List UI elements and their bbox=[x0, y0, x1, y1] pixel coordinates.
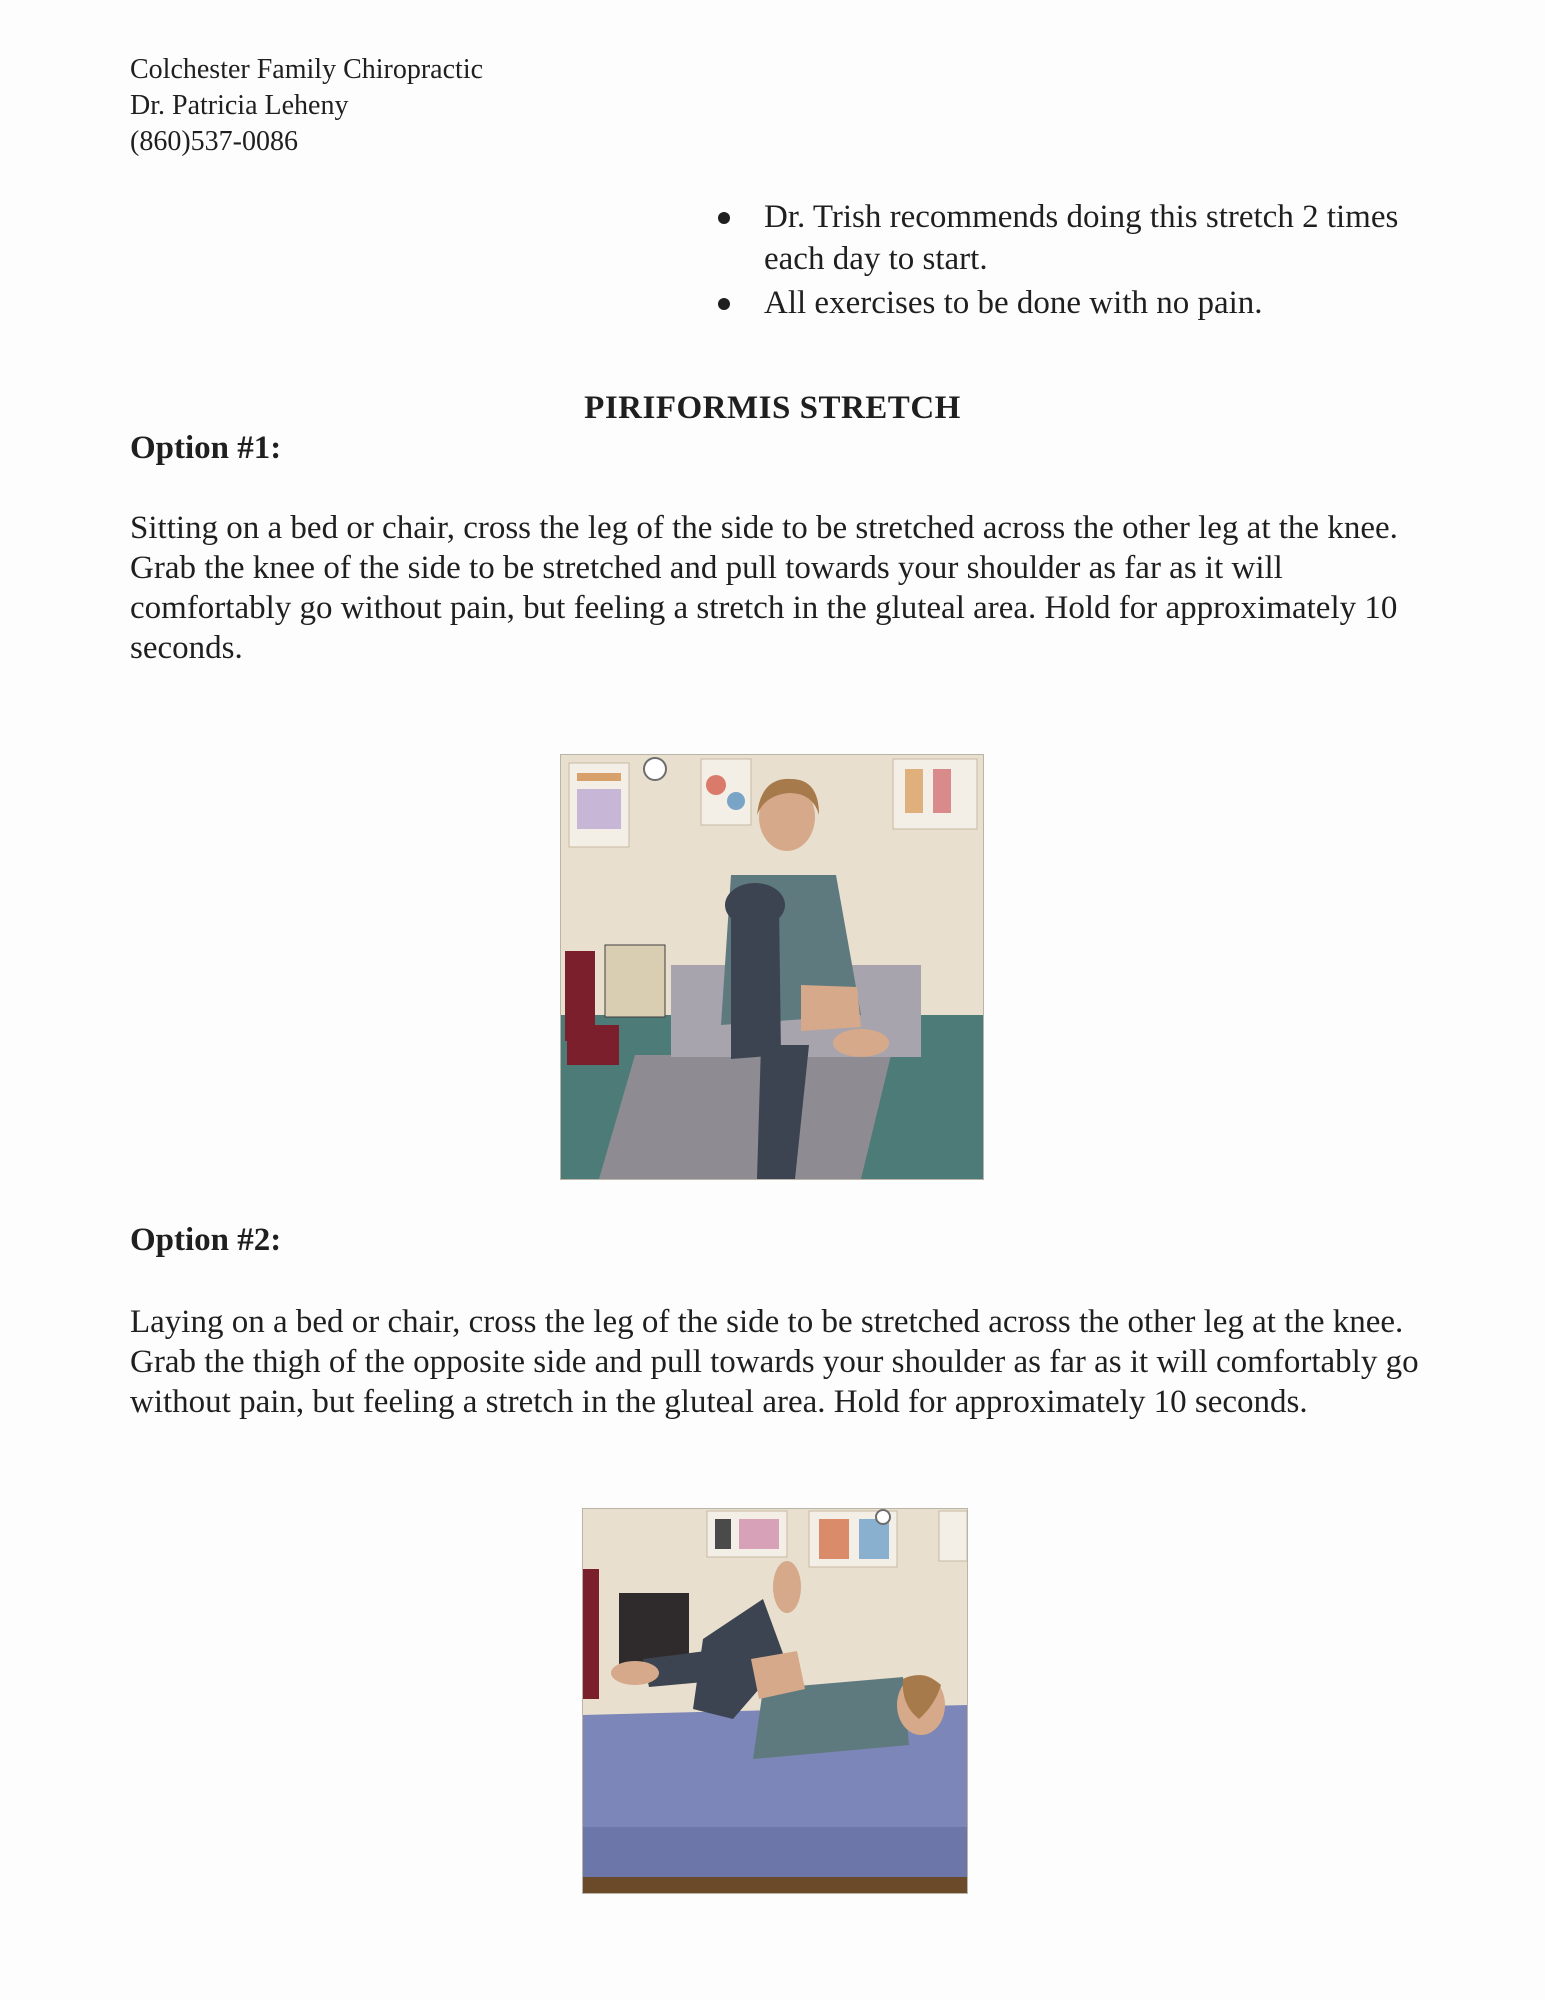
instruction-notes bbox=[718, 196, 1418, 326]
letterhead bbox=[130, 52, 483, 160]
note-text: All exercises to be done with no pain. bbox=[764, 285, 1263, 321]
phone-number: (860)537-0086 bbox=[130, 126, 298, 157]
option-2-text: Laying on a bed or chair, cross the leg of the side to be stretched across the other leg at the knee. Grab the thigh of the opposite side and pull towards your shoulder as far as it will comfortably go without pain, but feeling a stretch in the gluteal area. Hold for approximately 10 seconds. bbox=[130, 1304, 1419, 1420]
note-item bbox=[718, 196, 1418, 280]
lying-piriformis-stretch-photo bbox=[582, 1508, 968, 1894]
note-item bbox=[718, 282, 1418, 324]
bullet-icon bbox=[718, 298, 730, 310]
option-2-heading: Option #2: bbox=[130, 1222, 282, 1258]
seated-stretch-illustration bbox=[561, 755, 983, 1179]
option-1-heading: Option #1: bbox=[130, 430, 282, 466]
seated-piriformis-stretch-photo bbox=[560, 754, 984, 1180]
option-1-text: Sitting on a bed or chair, cross the leg of the side to be stretched across the other leg at the knee. Grab the knee of the side to be stretched and pull towards your shoulder as far as it will comfortably go without pain, but feeling a stretch in the gluteal area. Hold for approximately 10 seconds. bbox=[130, 510, 1398, 666]
practice-name: Colchester Family Chiropractic bbox=[130, 54, 484, 85]
bullet-icon bbox=[718, 212, 730, 224]
lying-stretch-illustration bbox=[583, 1509, 967, 1893]
doctor-name: Dr. Patricia Leheny bbox=[130, 90, 349, 121]
page-title: PIRIFORMIS STRETCH bbox=[584, 390, 961, 426]
note-text: Dr. Trish recommends doing this stretch 2 times each day to start. bbox=[764, 199, 1399, 277]
